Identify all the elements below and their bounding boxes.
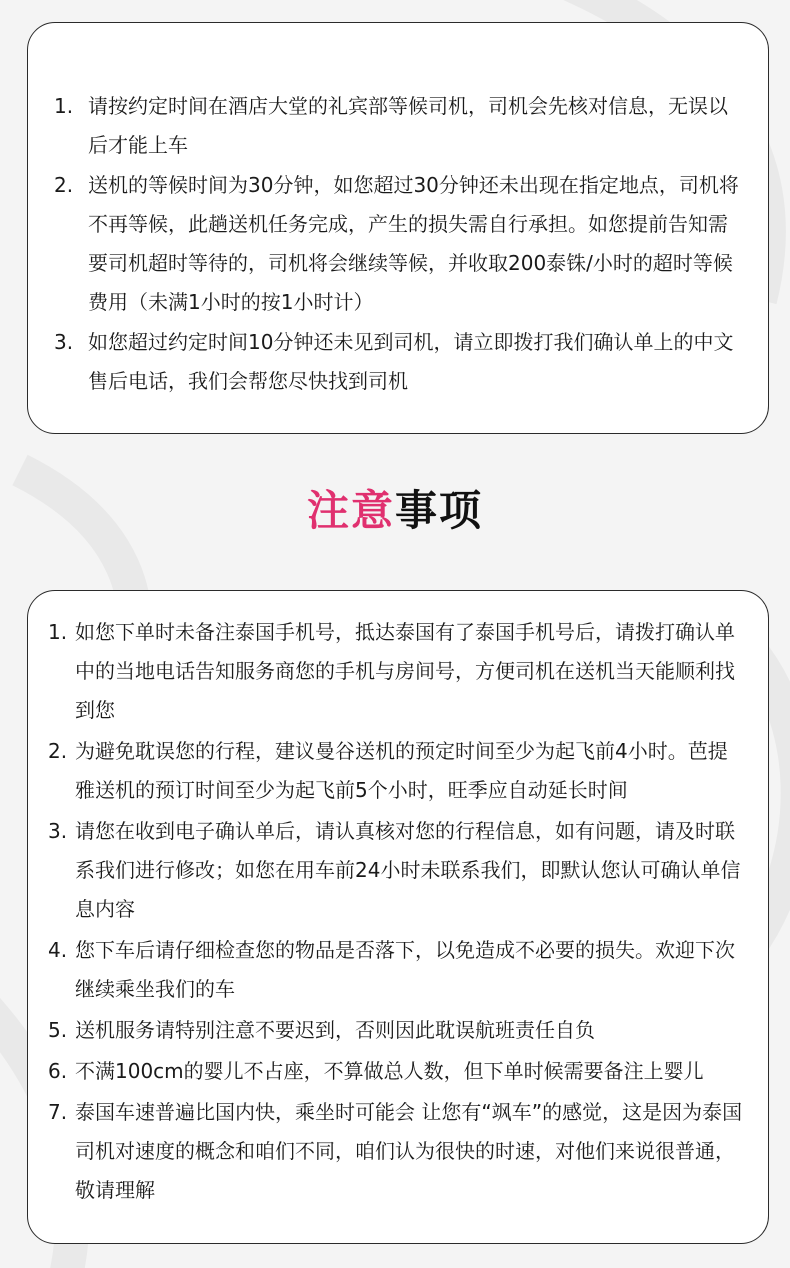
list-item <box>48 931 744 1009</box>
item-number: 1. <box>48 620 68 644</box>
item-text: 请您在收到电子确认单后，请认真核对您的行程信息，如有问题，请及时联系我们进行修改；如您在用车前24小时未联系我们，即默认您认可确认单信息内容 <box>75 819 741 921</box>
list-item <box>48 1052 744 1091</box>
item-text: 如您超过约定时间10分钟还未见到司机，请立即拨打我们确认单上的中文售后电话，我们会帮您尽快找到司机 <box>88 330 734 393</box>
section-title <box>0 478 790 538</box>
notices-card <box>27 590 769 1244</box>
list-item <box>48 1011 744 1050</box>
item-text: 如您下单时未备注泰国手机号，抵达泰国有了泰国手机号后，请拨打确认单中的当地电话告知服务商您的手机与房间号，方便司机在送机当天能顺利找到您 <box>75 620 735 722</box>
item-number: 1. <box>54 94 74 118</box>
item-number: 7. <box>48 1100 68 1124</box>
list-item <box>48 732 744 810</box>
section-title-main: 事项 <box>395 486 484 535</box>
item-number: 5. <box>48 1018 68 1042</box>
item-text: 为避免耽误您的行程，建议曼谷送机的预定时间至少为起飞前4小时。芭提雅送机的预订时间至少为起飞前5个小时，旺季应自动延长时间 <box>75 739 728 802</box>
item-text: 您下车后请仔细检查您的物品是否落下，以免造成不必要的损失。欢迎下次继续乘坐我们的车 <box>75 938 735 1001</box>
item-text: 请按约定时间在酒店大堂的礼宾部等候司机，司机会先核对信息，无误以后才能上车 <box>88 94 728 157</box>
item-text: 不满100cm的婴儿不占座，不算做总人数，但下单时候需要备注上婴儿 <box>75 1059 704 1083</box>
list-item <box>48 613 744 730</box>
list-item <box>54 323 744 401</box>
list-item <box>48 1093 744 1210</box>
item-number: 6. <box>48 1059 68 1083</box>
list-item <box>54 87 744 165</box>
item-number: 2. <box>48 739 68 763</box>
pickup-instructions-card <box>27 22 769 434</box>
list-item <box>48 812 744 929</box>
item-text: 送机的等候时间为30分钟，如您超过30分钟还未出现在指定地点，司机将不再等候，此趟送机任务完成，产生的损失需自行承担。如您提前告知需要司机超时等待的，司机将会继续等候，并收取200泰铢/小时的超时等候费用（未满1小时的按1小时计） <box>88 173 739 314</box>
item-text: 泰国车速普遍比国内快，乘坐时可能会 让您有“飒车”的感觉，这是因为泰国司机对速度的概念和咱们不同，咱们认为很快的时速，对他们来说很普通，敬请理解 <box>75 1100 743 1202</box>
notices-list <box>48 613 744 1210</box>
item-number: 3. <box>48 819 68 843</box>
item-number: 2. <box>54 173 74 197</box>
list-item <box>54 166 744 322</box>
pickup-instructions-list <box>54 87 744 401</box>
item-number: 4. <box>48 938 68 962</box>
section-title-accent: 注意 <box>306 486 395 535</box>
item-number: 3. <box>54 330 74 354</box>
item-text: 送机服务请特别注意不要迟到，否则因此耽误航班责任自负 <box>75 1018 595 1042</box>
